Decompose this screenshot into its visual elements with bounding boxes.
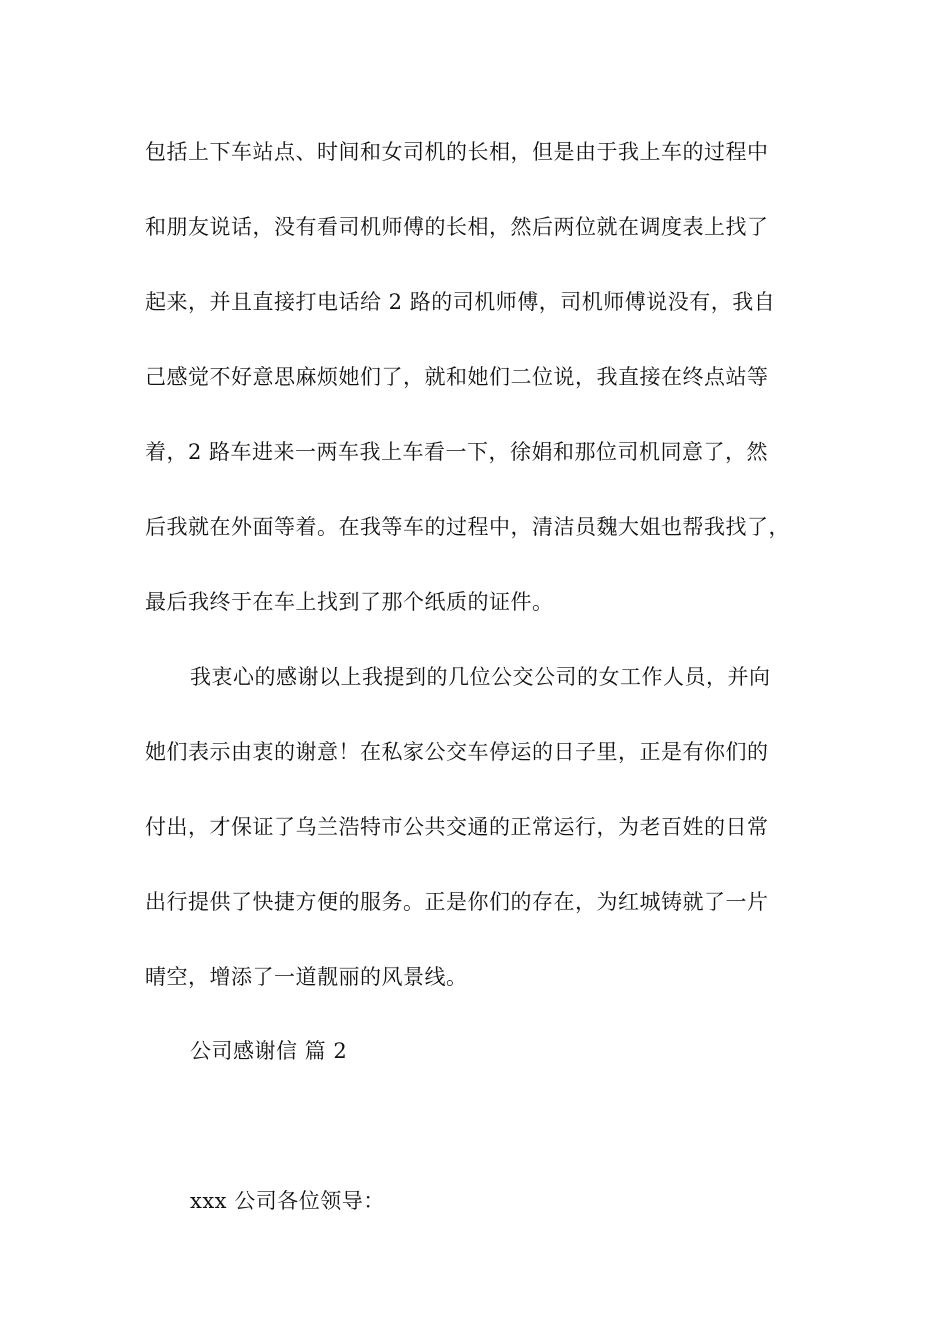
paragraph-2-line-5: 晴空，增添了一道靓丽的风景线。	[145, 965, 468, 989]
paragraph-1-line-5: 着，2 路车进来一两车我上车看一下，徐娟和那位司机同意了，然	[145, 440, 769, 464]
paragraph-1-line-1: 包括上下车站点、时间和女司机的长相，但是由于我上车的过程中	[145, 140, 769, 164]
letter-salutation: xxx 公司各位领导：	[190, 1189, 385, 1213]
paragraph-1-line-2: 和朋友说话，没有看司机师傅的长相，然后两位就在调度表上找了	[145, 215, 769, 239]
paragraph-2-line-1: 我衷心的感谢以上我提到的几位公交公司的女工作人员，并向	[190, 665, 771, 689]
paragraph-2-line-3: 付出，才保证了乌兰浩特市公共交通的正常运行，为老百姓的日常	[145, 815, 769, 839]
paragraph-1-line-4: 己感觉不好意思麻烦她们了，就和她们二位说，我直接在终点站等	[145, 365, 769, 389]
paragraph-1-line-7: 最后我终于在车上找到了那个纸质的证件。	[145, 590, 554, 614]
paragraph-2-line-2: 她们表示由衷的谢意！在私家公交车停运的日子里，正是有你们的	[145, 740, 769, 764]
section-heading: 公司感谢信 篇 2	[190, 1039, 348, 1063]
paragraph-2-line-4: 出行提供了快捷方便的服务。正是你们的存在，为红城铸就了一片	[145, 890, 769, 914]
paragraph-1-line-6: 后我就在外面等着。在我等车的过程中，清洁员魏大姐也帮我找了，	[145, 515, 790, 539]
paragraph-1-line-3: 起来，并且直接打电话给 2 路的司机师傅，司机师傅说没有，我自	[145, 290, 776, 314]
